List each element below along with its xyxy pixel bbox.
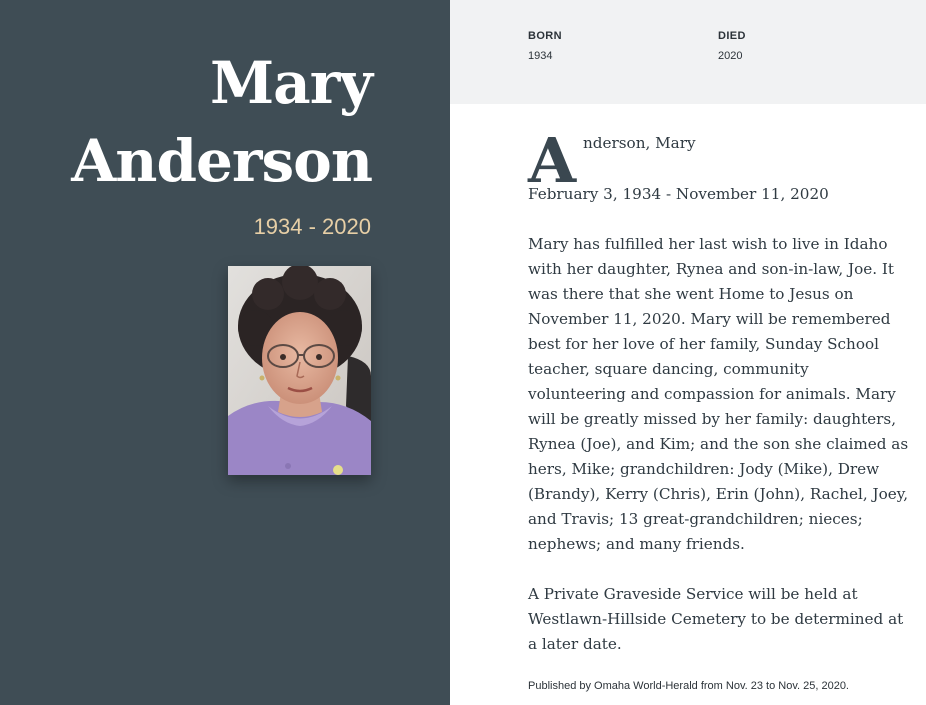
life-dates: February 3, 1934 - November 11, 2020 — [528, 185, 829, 203]
born-value: 1934 — [528, 50, 553, 62]
obituary-paragraph: Mary has fulfilled her last wish to live in Idaho with her daughter, Rynea and son-in-law, Joe. It was there that she went Home to Jesus on November 11, 2020. Mary will be remembered best for her love of her family, Sunday School teacher, square dancing, community volunteering and compassion for animals. Mary will be greatly missed by her family: daughters, Rynea (Joe), and Kim; and the son she claimed as hers, Mike; grandchildren: Jody (Mike), Drew (Brandy), Kerry (Chris), Erin (John), Rachel, Joey, and Travis; 13 great-grandchildren; nieces; nephews; and many friends. — [528, 235, 909, 553]
deceased-name — [12, 44, 372, 200]
info-bar — [450, 0, 926, 104]
born-info — [528, 30, 562, 62]
last-name: Anderson — [71, 127, 372, 195]
died-value: 2020 — [718, 50, 743, 62]
published-note: Published by Omaha World-Herald from Nov. 23 to Nov. 25, 2020. — [528, 680, 849, 692]
portrait-photo-icon — [228, 266, 371, 475]
obituary-text — [528, 124, 910, 657]
died-info — [718, 30, 746, 62]
life-years: 1934 - 2020 — [253, 214, 371, 239]
heading-text: nderson, Mary — [583, 134, 696, 152]
service-paragraph: A Private Graveside Service will be held at Westlawn-Hillside Cemetery to be determined at a later date. — [528, 585, 904, 653]
died-label: DIED — [718, 30, 746, 42]
drop-cap: A — [528, 124, 577, 197]
born-label: BORN — [528, 30, 562, 42]
portrait-photo[interactable] — [228, 266, 371, 475]
left-panel — [0, 0, 450, 705]
first-name: Mary — [209, 49, 372, 117]
